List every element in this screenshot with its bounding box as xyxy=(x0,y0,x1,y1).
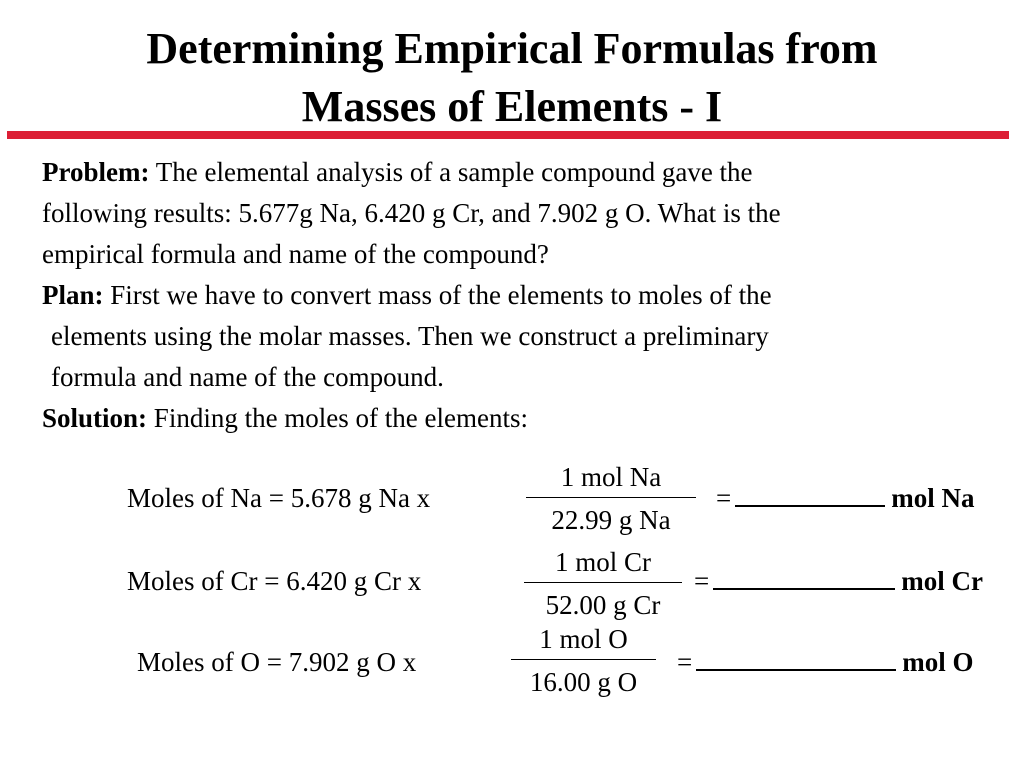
o-fraction-bar xyxy=(511,659,656,660)
na-answer-blank xyxy=(735,483,885,507)
solution-line xyxy=(42,398,1002,439)
na-unit: mol Na xyxy=(891,483,975,513)
plan-text-1: First we have to convert mass of the elements to moles of the xyxy=(110,280,772,310)
cr-fraction xyxy=(524,546,682,621)
body-text xyxy=(42,152,1002,439)
cr-denominator: 52.00 g Cr xyxy=(545,590,661,620)
cr-numerator: 1 mol Cr xyxy=(554,547,651,577)
problem-text-1: The elemental analysis of a sample compound gave the xyxy=(155,157,753,187)
o-equation-rhs xyxy=(677,646,973,678)
problem-line-1 xyxy=(42,152,1002,193)
na-denominator: 22.99 g Na xyxy=(551,505,671,535)
cr-equation-rhs xyxy=(694,565,983,597)
cr-equation-lhs: Moles of Cr = 6.420 g Cr x xyxy=(127,566,422,596)
problem-line-3: empirical formula and name of the compound? xyxy=(42,239,549,269)
na-fraction xyxy=(526,461,696,536)
na-equals: = xyxy=(716,483,732,513)
title-line-1: Determining Empirical Formulas from xyxy=(146,24,878,73)
problem-label: Problem: xyxy=(42,157,150,187)
na-equation-rhs xyxy=(716,482,974,514)
o-fraction xyxy=(511,623,656,698)
plan-line-1 xyxy=(42,275,1002,316)
cr-equals: = xyxy=(694,566,710,596)
title-divider xyxy=(7,131,1009,139)
plan-line-3: formula and name of the compound. xyxy=(51,362,444,392)
cr-unit: mol Cr xyxy=(901,566,983,596)
o-denominator: 16.00 g O xyxy=(529,667,638,697)
o-unit: mol O xyxy=(902,647,974,677)
solution-label: Solution: xyxy=(42,403,148,433)
title-line-2: Masses of Elements - I xyxy=(301,82,723,131)
o-numerator: 1 mol O xyxy=(539,624,628,654)
problem-line-2: following results: 5.677g Na, 6.420 g Cr, and 7.902 g O. What is the xyxy=(42,198,781,228)
na-equation-lhs: Moles of Na = 5.678 g Na x xyxy=(127,483,431,513)
na-fraction-bar xyxy=(526,497,696,498)
na-numerator: 1 mol Na xyxy=(560,462,662,492)
cr-answer-blank xyxy=(713,566,895,590)
cr-fraction-bar xyxy=(524,582,682,583)
o-equals: = xyxy=(677,647,693,677)
plan-label: Plan: xyxy=(42,280,104,310)
slide-title xyxy=(0,20,1024,136)
plan-line-2: elements using the molar masses. Then we construct a preliminary xyxy=(51,321,769,351)
o-equation-lhs: Moles of O = 7.902 g O x xyxy=(137,647,417,677)
o-answer-blank xyxy=(696,647,896,671)
solution-text: Finding the moles of the elements: xyxy=(153,403,528,433)
